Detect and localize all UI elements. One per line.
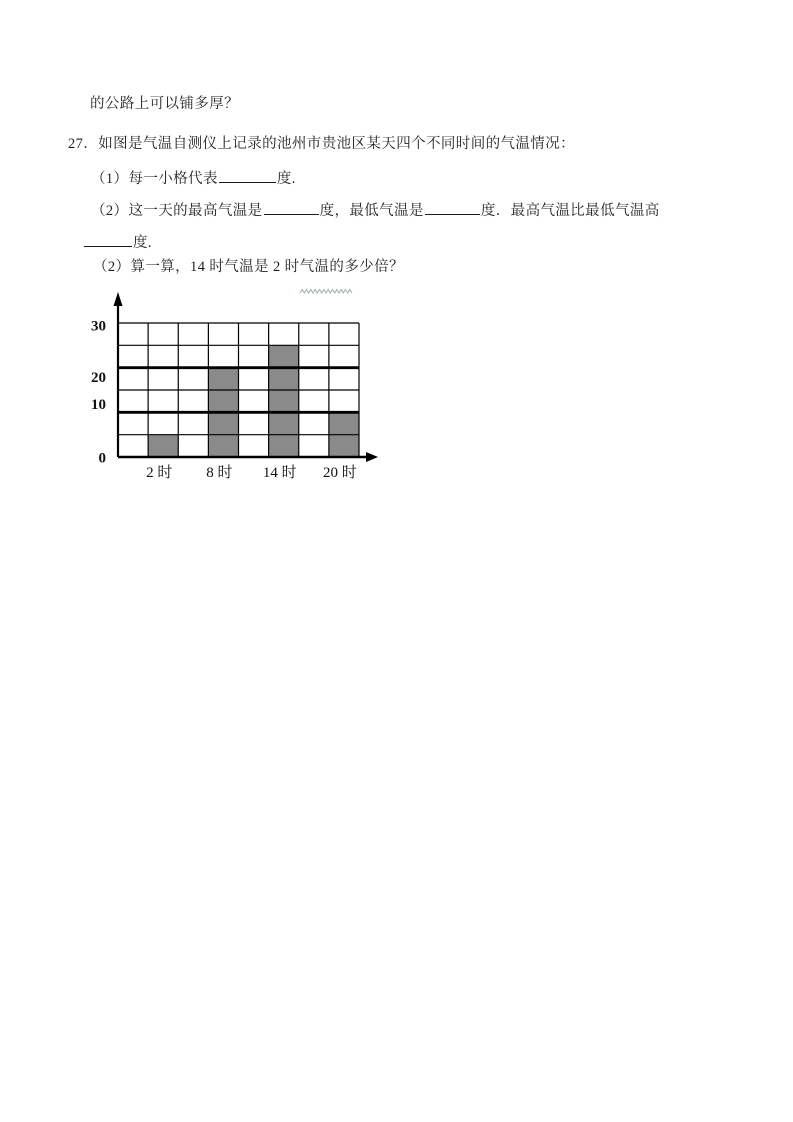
- answer-blank: [84, 232, 132, 247]
- y-tick-label-10: 10: [91, 396, 106, 413]
- temperature-bar-chart: [78, 286, 393, 491]
- bar-14时: [269, 345, 299, 457]
- question-27-line: [68, 136, 575, 153]
- y-tick-label-0: 0: [98, 450, 106, 467]
- subq2-cont-suffix: 度.: [133, 235, 152, 251]
- temperature-chart-area: [78, 286, 393, 491]
- wavy-underline-artifact: [300, 290, 352, 294]
- y-axis-arrow-icon: [114, 292, 123, 306]
- subq2-seg2: 度，最低气温是: [319, 203, 424, 219]
- sub-question-2: [91, 200, 660, 220]
- question-number: 27．: [68, 136, 99, 152]
- answer-blank: [264, 200, 319, 215]
- y-tick-label-30: 30: [91, 318, 106, 335]
- sub-question-2-continuation: [83, 232, 152, 252]
- sub-question-3: （2）算一算，14 时气温是 2 时气温的多少倍？: [93, 259, 404, 275]
- subq1-suffix: 度.: [276, 171, 296, 187]
- subq1-prefix: （1）每一小格代表: [91, 171, 218, 187]
- subq2-seg1: （2）这一天的最高气温是: [91, 203, 263, 219]
- answer-blank: [425, 200, 480, 215]
- x-tick-label-20时: 20 时: [323, 465, 357, 481]
- x-tick-label-14时: 14 时: [262, 465, 297, 481]
- x-tick-label-8时: 8 时: [206, 465, 233, 481]
- answer-blank: [219, 168, 276, 183]
- x-tick-label-2时: 2 时: [146, 465, 173, 481]
- subq2-seg3: 度．最高气温比最低气温高: [480, 203, 660, 219]
- y-tick-label-20: 20: [91, 370, 106, 387]
- sub-question-1: [91, 168, 296, 188]
- x-axis-arrow-icon: [366, 452, 378, 462]
- question-text: 如图是气温自测仪上记录的池州市贵池区某天四个不同时间的气温情况：: [98, 136, 575, 152]
- question-continuation-text: 的公路上可以铺多厚？: [90, 96, 239, 112]
- bar-2时: [148, 435, 178, 457]
